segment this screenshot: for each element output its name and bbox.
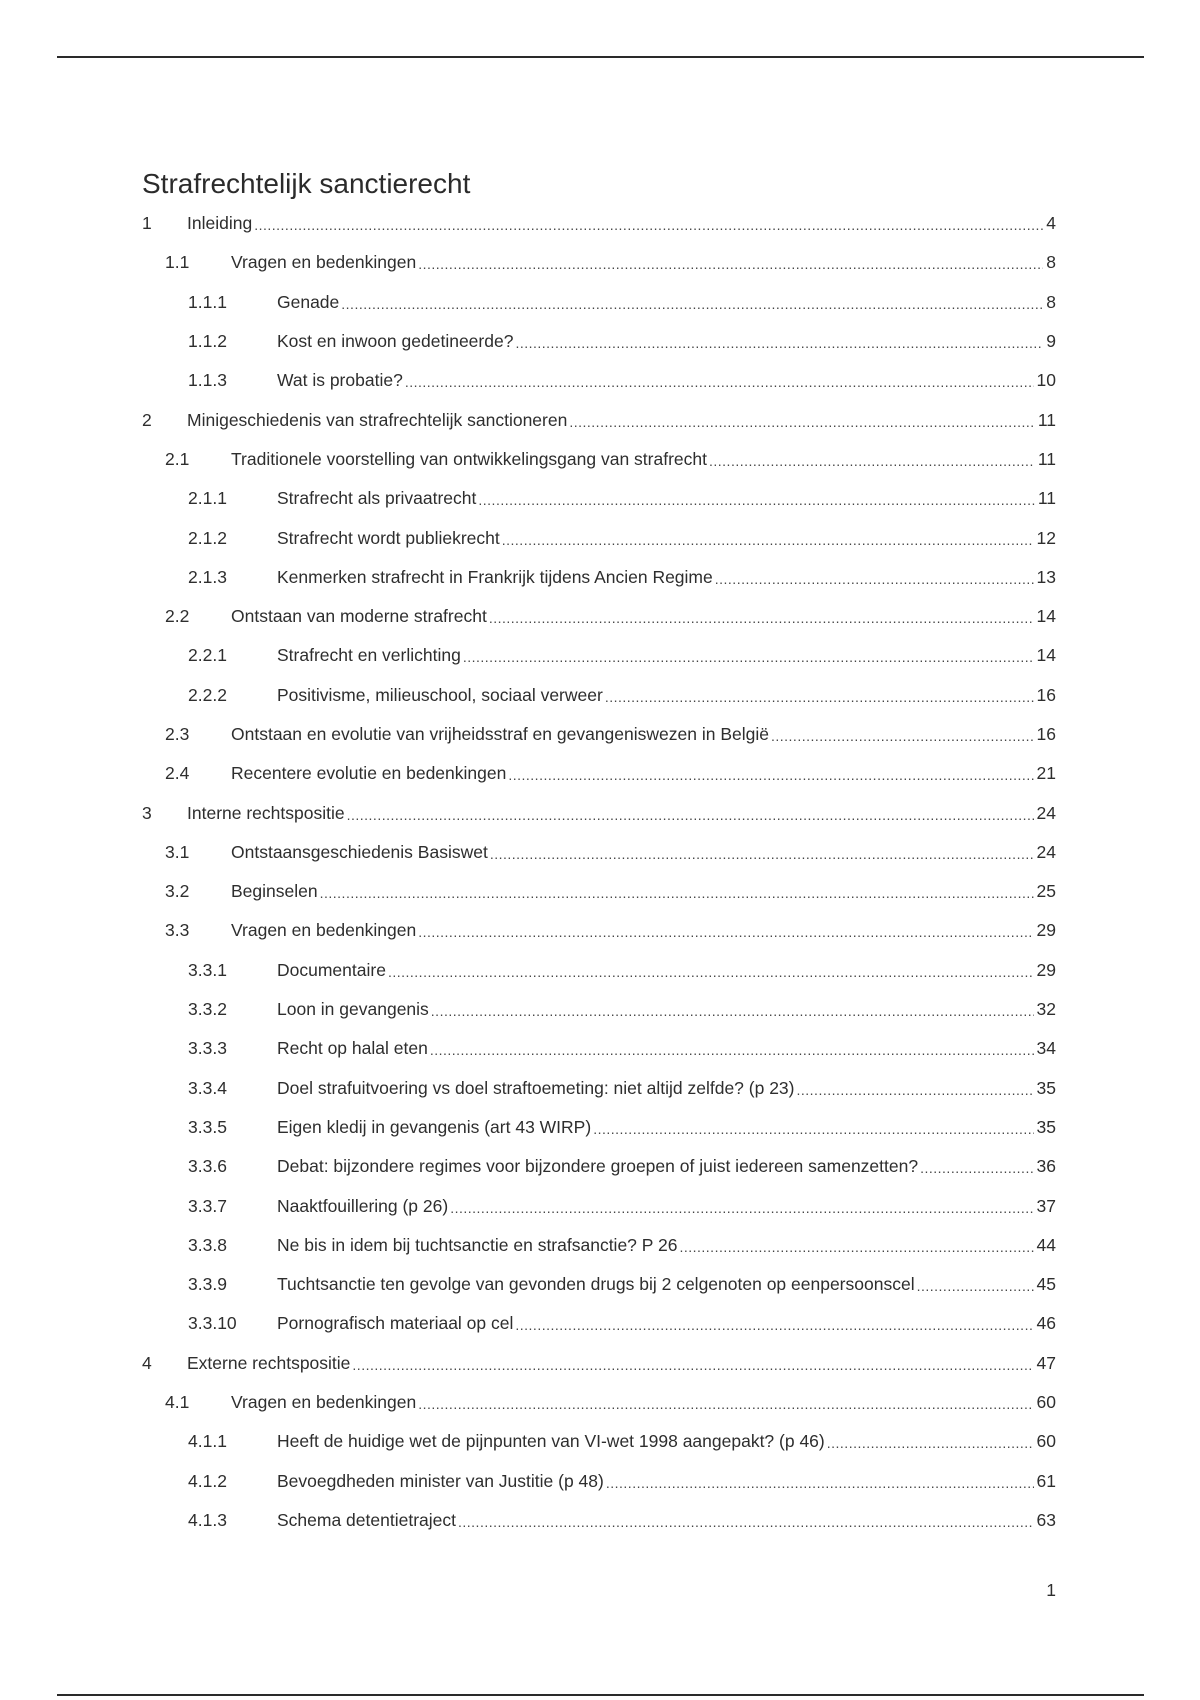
toc-dot-leader bbox=[341, 292, 1043, 313]
toc-entry-number: 2.1.2 bbox=[188, 527, 227, 548]
toc-dot-leader bbox=[515, 331, 1043, 352]
toc-entry-number: 4 bbox=[142, 1352, 152, 1373]
toc-dot-leader bbox=[569, 410, 1034, 431]
toc-dot-leader bbox=[418, 252, 1043, 273]
toc-entry-number: 2 bbox=[142, 409, 152, 430]
toc-dot-leader bbox=[352, 1353, 1033, 1374]
toc-entry-number: 4.1 bbox=[165, 1392, 190, 1413]
toc-entry-page[interactable]: 60 bbox=[1036, 1392, 1056, 1413]
toc-entry-number: 3.3.9 bbox=[188, 1274, 227, 1295]
toc-dot-leader bbox=[388, 960, 1034, 981]
toc-entry-page[interactable]: 14 bbox=[1036, 645, 1056, 666]
toc-dot-leader bbox=[431, 999, 1034, 1020]
toc-entry-number: 3.3.8 bbox=[188, 1234, 227, 1255]
toc-entry-number: 3.3 bbox=[165, 920, 190, 941]
toc-entry-number: 2.2.1 bbox=[188, 645, 227, 666]
toc-entry-title[interactable]: Ontstaan en evolutie van vrijheidsstraf en gevangeniswezen in België bbox=[231, 724, 769, 744]
toc-entry[interactable] bbox=[142, 793, 1056, 832]
toc-entry-page[interactable]: 12 bbox=[1036, 527, 1056, 548]
toc-dot-leader bbox=[593, 1117, 1033, 1138]
toc-entry-title[interactable]: Inleiding bbox=[187, 213, 253, 234]
toc-entry-page[interactable]: 11 bbox=[1037, 409, 1056, 430]
toc-entry-number: 2.2.2 bbox=[188, 684, 227, 705]
toc-entry-title[interactable]: Wat is probatie? bbox=[277, 370, 403, 391]
toc-dot-leader bbox=[679, 1235, 1033, 1256]
toc-entry-number: 1 bbox=[142, 213, 152, 234]
toc-dot-leader bbox=[771, 724, 1034, 745]
toc-entry-title[interactable]: Vragen en bedenkingen bbox=[231, 1392, 417, 1413]
toc-entry-title[interactable]: Pornografisch materiaal op cel bbox=[277, 1313, 514, 1334]
toc-entry-number: 2.1.3 bbox=[188, 566, 227, 587]
toc-entry-page[interactable]: 44 bbox=[1036, 1234, 1056, 1255]
toc-dot-leader bbox=[450, 1196, 1033, 1217]
toc-entry-title[interactable]: Recht op halal eten bbox=[277, 1038, 428, 1059]
toc-entry[interactable] bbox=[142, 204, 1056, 243]
toc-entry-number: 4.1.3 bbox=[188, 1509, 227, 1530]
toc-entry-title[interactable]: Schema detentietraject bbox=[277, 1509, 456, 1530]
toc-entry-number: 3 bbox=[142, 802, 152, 823]
toc-entry[interactable] bbox=[142, 597, 1056, 636]
toc-entry-number: 3.1 bbox=[165, 841, 190, 862]
toc-entry-page[interactable]: 24 bbox=[1036, 841, 1056, 862]
toc-entry[interactable] bbox=[142, 1226, 1056, 1265]
toc-entry-page[interactable]: 29 bbox=[1036, 959, 1056, 980]
toc-entry-page[interactable]: 4 bbox=[1046, 213, 1056, 234]
toc-entry-number: 1.1.3 bbox=[188, 370, 227, 391]
toc-dot-leader bbox=[605, 685, 1034, 706]
table-of-contents bbox=[142, 204, 1056, 1540]
toc-entry-number: 1.1.1 bbox=[188, 291, 227, 312]
toc-entry[interactable] bbox=[142, 243, 1056, 282]
toc-entry-number: 2.2 bbox=[165, 606, 190, 627]
toc-entry-title[interactable]: Vragen en bedenkingen bbox=[231, 252, 417, 273]
toc-dot-leader bbox=[489, 606, 1034, 627]
toc-entry-title[interactable]: Strafrecht en verlichting bbox=[277, 645, 461, 666]
toc-dot-leader bbox=[430, 1038, 1034, 1059]
toc-entry[interactable] bbox=[142, 1462, 1056, 1501]
toc-entry-number: 3.3.10 bbox=[188, 1313, 237, 1334]
toc-entry-title[interactable]: Beginselen bbox=[231, 881, 318, 902]
toc-entry-page[interactable]: 13 bbox=[1036, 566, 1056, 587]
toc-dot-leader bbox=[418, 920, 1033, 941]
toc-entry-number: 3.3.3 bbox=[188, 1038, 227, 1059]
toc-dot-leader bbox=[254, 213, 1043, 234]
toc-entry-number: 2.1 bbox=[165, 448, 190, 469]
toc-entry-title[interactable]: Tuchtsanctie ten gevolge van gevonden drugs bij 2 celgenoten op eenpersoonscel bbox=[277, 1274, 915, 1295]
toc-entry-page[interactable]: 9 bbox=[1046, 331, 1056, 352]
toc-entry[interactable] bbox=[142, 283, 1056, 322]
toc-entry[interactable] bbox=[142, 1304, 1056, 1343]
toc-dot-leader bbox=[515, 1313, 1033, 1334]
toc-entry-title[interactable]: Kost en inwoon gedetineerde? bbox=[277, 331, 514, 352]
toc-entry[interactable] bbox=[142, 636, 1056, 675]
toc-entry-title[interactable]: Ne bis in idem bij tuchtsanctie en strafsanctie? P 26 bbox=[277, 1234, 678, 1255]
toc-entry[interactable] bbox=[142, 1108, 1056, 1147]
toc-entry[interactable] bbox=[142, 1186, 1056, 1225]
toc-entry-page[interactable]: 16 bbox=[1036, 724, 1056, 744]
toc-entry-number: 1.1.2 bbox=[188, 331, 227, 352]
toc-entry[interactable] bbox=[142, 833, 1056, 872]
toc-entry-page[interactable]: 14 bbox=[1036, 606, 1056, 627]
toc-entry[interactable] bbox=[142, 440, 1056, 479]
toc-entry-title[interactable]: Heeft de huidige wet de pijnpunten van VI-wet 1998 aangepakt? (p 46) bbox=[277, 1431, 825, 1452]
toc-entry-number: 3.3.5 bbox=[188, 1116, 227, 1137]
toc-entry[interactable] bbox=[142, 715, 1056, 754]
toc-entry-number: 3.3.4 bbox=[188, 1077, 227, 1098]
toc-entry[interactable] bbox=[142, 518, 1056, 557]
toc-entry[interactable] bbox=[142, 1422, 1056, 1461]
toc-entry-title[interactable]: Doel strafuitvoering vs doel straftoemeting: niet altijd zelfde? (p 23) bbox=[277, 1077, 795, 1098]
toc-entry-title[interactable]: Loon in gevangenis bbox=[277, 999, 429, 1020]
toc-entry-title[interactable]: Strafrecht als privaatrecht bbox=[277, 488, 477, 509]
toc-dot-leader bbox=[320, 881, 1034, 902]
toc-dot-leader bbox=[709, 449, 1035, 470]
toc-entry-page[interactable]: 11 bbox=[1037, 488, 1056, 509]
footer-rule bbox=[57, 1694, 1144, 1696]
toc-entry[interactable] bbox=[142, 911, 1056, 950]
toc-entry-page[interactable]: 63 bbox=[1036, 1509, 1056, 1530]
toc-entry[interactable] bbox=[142, 676, 1056, 715]
toc-entry[interactable] bbox=[142, 1344, 1056, 1383]
toc-dot-leader bbox=[917, 1274, 1034, 1295]
toc-dot-leader bbox=[478, 488, 1034, 509]
toc-dot-leader bbox=[458, 1510, 1034, 1531]
toc-entry-page[interactable]: 34 bbox=[1036, 1038, 1056, 1059]
toc-entry-page[interactable]: 11 bbox=[1037, 448, 1056, 469]
toc-entry-page[interactable]: 45 bbox=[1036, 1274, 1056, 1295]
toc-dot-leader bbox=[508, 763, 1033, 784]
toc-entry[interactable] bbox=[142, 322, 1056, 361]
toc-dot-leader bbox=[827, 1431, 1034, 1452]
toc-entry-title[interactable]: Ontstaansgeschiedenis Basiswet bbox=[231, 841, 488, 862]
toc-entry-title[interactable]: Externe rechtspositie bbox=[187, 1352, 351, 1373]
toc-dot-leader bbox=[920, 1156, 1033, 1177]
toc-entry[interactable] bbox=[142, 872, 1056, 911]
toc-entry-page[interactable]: 35 bbox=[1036, 1116, 1056, 1137]
toc-entry-page[interactable]: 46 bbox=[1036, 1313, 1056, 1334]
toc-entry-page[interactable]: 29 bbox=[1036, 920, 1056, 941]
toc-entry-number: 4.1.1 bbox=[188, 1431, 227, 1452]
header-rule bbox=[57, 56, 1144, 58]
toc-entry-page[interactable]: 10 bbox=[1036, 370, 1056, 391]
toc-entry-number: 3.3.6 bbox=[188, 1156, 227, 1177]
toc-entry-page[interactable]: 36 bbox=[1036, 1156, 1056, 1177]
toc-entry[interactable] bbox=[142, 1501, 1056, 1540]
toc-entry-page[interactable]: 16 bbox=[1036, 684, 1056, 705]
toc-entry-number: 1.1 bbox=[165, 252, 190, 273]
toc-entry-title[interactable]: Traditionele voorstelling van ontwikkelingsgang van strafrecht bbox=[231, 448, 707, 469]
toc-entry-number: 4.1.2 bbox=[188, 1470, 227, 1491]
toc-entry[interactable] bbox=[142, 754, 1056, 793]
toc-entry-title[interactable]: Genade bbox=[277, 291, 340, 312]
toc-entry-title[interactable]: Naaktfouillering (p 26) bbox=[277, 1195, 449, 1216]
toc-dot-leader bbox=[490, 842, 1034, 863]
toc-entry-number: 3.2 bbox=[165, 881, 190, 902]
toc-entry-title[interactable]: Ontstaan van moderne strafrecht bbox=[231, 606, 487, 627]
toc-entry-number: 2.3 bbox=[165, 724, 190, 744]
toc-entry-page[interactable]: 61 bbox=[1036, 1470, 1056, 1491]
toc-entry-title[interactable]: Eigen kledij in gevangenis (art 43 WIRP) bbox=[277, 1116, 592, 1137]
toc-dot-leader bbox=[405, 370, 1034, 391]
toc-entry-title[interactable]: Positivisme, milieuschool, sociaal verweer bbox=[277, 684, 603, 705]
toc-dot-leader bbox=[463, 645, 1034, 666]
toc-entry-page[interactable]: 37 bbox=[1036, 1195, 1056, 1216]
toc-dot-leader bbox=[715, 567, 1034, 588]
toc-entry[interactable] bbox=[142, 479, 1056, 518]
toc-entry-title[interactable]: Interne rechtspositie bbox=[187, 802, 345, 823]
toc-entry[interactable] bbox=[142, 361, 1056, 400]
toc-entry[interactable] bbox=[142, 990, 1056, 1029]
toc-entry[interactable] bbox=[142, 1147, 1056, 1186]
toc-entry[interactable] bbox=[142, 1383, 1056, 1422]
toc-entry-number: 3.3.1 bbox=[188, 959, 227, 980]
toc-entry-page[interactable]: 47 bbox=[1036, 1352, 1056, 1373]
page-number: 1 bbox=[1046, 1580, 1056, 1600]
toc-entry-number: 2.4 bbox=[165, 763, 190, 784]
toc-entry[interactable] bbox=[142, 558, 1056, 597]
toc-entry[interactable] bbox=[142, 400, 1056, 439]
toc-dot-leader bbox=[418, 1392, 1033, 1413]
toc-entry-title[interactable]: Recentere evolutie en bedenkingen bbox=[231, 763, 507, 784]
toc-entry-title[interactable]: Vragen en bedenkingen bbox=[231, 920, 417, 941]
toc-entry-title[interactable]: Bevoegdheden minister van Justitie (p 48) bbox=[277, 1470, 604, 1491]
toc-entry-page[interactable]: 8 bbox=[1046, 252, 1056, 273]
toc-entry-page[interactable]: 21 bbox=[1036, 763, 1056, 784]
toc-dot-leader bbox=[347, 803, 1034, 824]
toc-entry-title[interactable]: Minigeschiedenis van strafrechtelijk sanctioneren bbox=[187, 409, 568, 430]
toc-entry-number: 3.3.7 bbox=[188, 1195, 227, 1216]
toc-entry[interactable] bbox=[142, 951, 1056, 990]
toc-entry-number: 3.3.2 bbox=[188, 999, 227, 1020]
toc-entry-page[interactable]: 60 bbox=[1036, 1431, 1056, 1452]
toc-entry[interactable] bbox=[142, 1265, 1056, 1304]
toc-entry[interactable] bbox=[142, 1029, 1056, 1068]
toc-entry-page[interactable]: 24 bbox=[1036, 802, 1056, 823]
document-title: Strafrechtelijk sanctierecht bbox=[142, 168, 471, 199]
toc-dot-leader bbox=[797, 1078, 1034, 1099]
toc-entry-title[interactable]: Strafrecht wordt publiekrecht bbox=[277, 527, 500, 548]
toc-entry-title[interactable]: Kenmerken strafrecht in Frankrijk tijdens Ancien Regime bbox=[277, 566, 713, 587]
toc-dot-leader bbox=[502, 528, 1034, 549]
toc-entry-page[interactable]: 8 bbox=[1046, 291, 1056, 312]
toc-entry-page[interactable]: 35 bbox=[1036, 1077, 1056, 1098]
toc-entry[interactable] bbox=[142, 1069, 1056, 1108]
toc-entry-number: 2.1.1 bbox=[188, 488, 227, 509]
toc-entry-title[interactable]: Documentaire bbox=[277, 959, 386, 980]
toc-entry-page[interactable]: 25 bbox=[1036, 881, 1056, 902]
toc-entry-title[interactable]: Debat: bijzondere regimes voor bijzondere groepen of juist iedereen samenzetten? bbox=[277, 1156, 919, 1177]
toc-entry-page[interactable]: 32 bbox=[1036, 999, 1056, 1020]
toc-dot-leader bbox=[606, 1471, 1034, 1492]
